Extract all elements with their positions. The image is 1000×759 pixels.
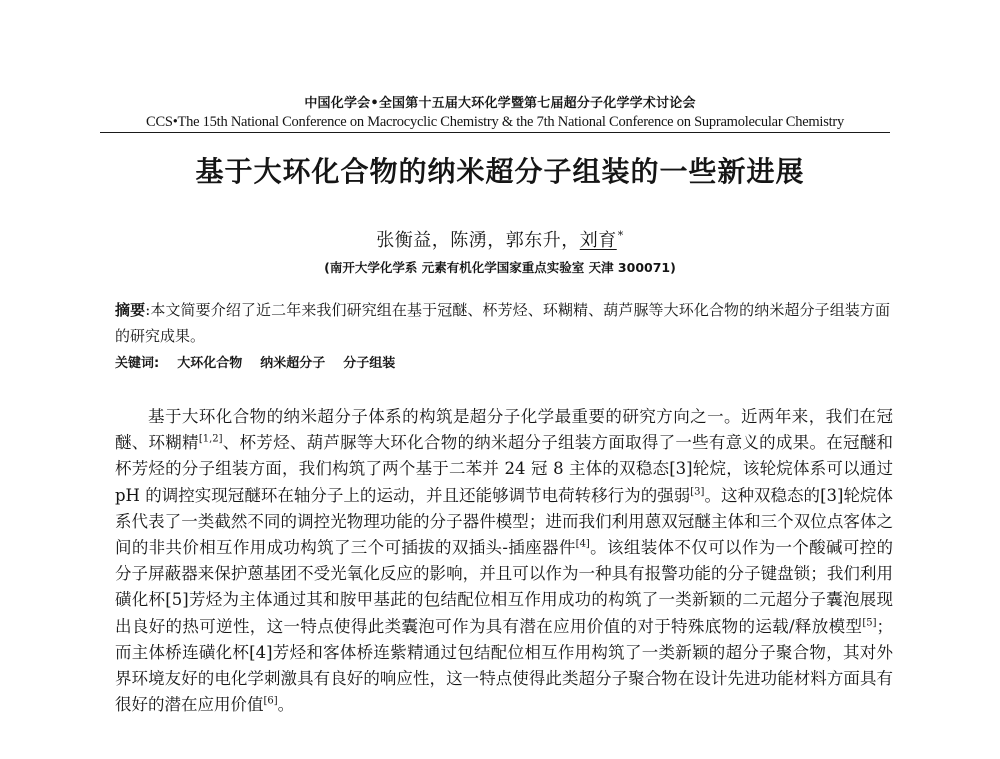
corresponding-author-mark: * [617,229,624,242]
citation-ref: [6] [263,695,278,707]
body-text-segment: ；而主体桥连磺化杯[4]芳烃和客体桥连紫精通过包结配位相互作用构筑了一类新颖的超分子聚合物，其对外界环境友好的电化学刺激具有良好的响应性，这一特点使得此类超分子聚合物在设计先进功能材料方面具有很好的潜在应用价值 [115,616,893,715]
abstract-text: :本文简要介绍了近二年来我们研究组在基于冠醚、杯芳烃、环糊精、葫芦脲等大环化合物的纳米超分子组装方面的研究成果。 [115,301,890,345]
conference-header-english: CCS•The 15th National Conference on Macrocyclic Chemistry & the 7th National Conference on Supramolecular Chemistry [146,114,844,130]
body-text-segment: 。该组装体不仅可以作为一个酸碱可控的分子屏蔽器来保护蒽基团不受光氧化反应的影响，并且可以作为一种具有报警功能的分子键盘锁；我们利用磺化杯[5]芳烃为主体通过其和胺甲基茈的包结配位相互作用成功的构筑了一类新颖的二元超分子囊泡展现出良好的热可逆性，这一特点使得此类囊泡可作为具有潜在应用价值的对于特殊底物的运载/释放模型 [115,538,894,636]
author-list [0,226,1000,252]
conference-header-chinese: 中国化学会•全国第十五届大环化学暨第七届超分子化学学术讨论会 [304,96,696,111]
keyword: 大环化合物 [177,356,243,371]
abstract-label: 摘要 [115,301,146,319]
paper-title: 基于大环化合物的纳米超分子组装的一些新进展 [195,155,805,188]
keywords [115,352,890,371]
citation-ref: [1,2] [198,433,223,445]
body-text-segment: 基于大环化合物的纳米超分子体系的构筑是超分子化学最重要的研究方向之一。近两年来，我们在冠醚、环糊精 [115,407,893,453]
affiliation: (南开大学化学系 元素有机化学国家重点实验室 天津 300071) [324,260,676,275]
author-names: 张衡益，陈湧，郭东升， [376,230,580,251]
header-rule [100,132,890,133]
citation-ref: [4] [575,538,590,550]
keyword: 分子组装 [343,356,396,371]
corresponding-author: 刘育 [579,230,617,251]
body-paragraph [115,404,893,718]
abstract [115,297,890,349]
citation-ref: [3] [690,486,705,498]
body-text-segment: 。这种双稳态的[3]轮烷体系代表了一类截然不同的调控光物理功能的分子器件模型；进而我们利用蒽双冠醚主体和三个双位点客体之间的非共价相互作用成功构筑了三个可插拔的双插头-插座器件 [115,485,893,558]
keywords-label: 关键词: [115,356,160,371]
body-text-segment: 、杯芳烃、葫芦脲等大环化合物的纳米超分子组装方面取得了一些有意义的成果。在冠醚和杯芳烃的分子组装方面，我们构筑了两个基于二苯并 24 冠 8 主体的双稳态[3]轮烷，该轮烷体系可以通过 pH 的调控实现冠醚环在轴分子上的运动，并且还能够调节电荷转移行为的强弱 [115,433,894,505]
keyword: 纳米超分子 [260,356,326,371]
citation-ref: [5] [862,617,877,629]
body-text-segment: 。 [277,695,295,715]
